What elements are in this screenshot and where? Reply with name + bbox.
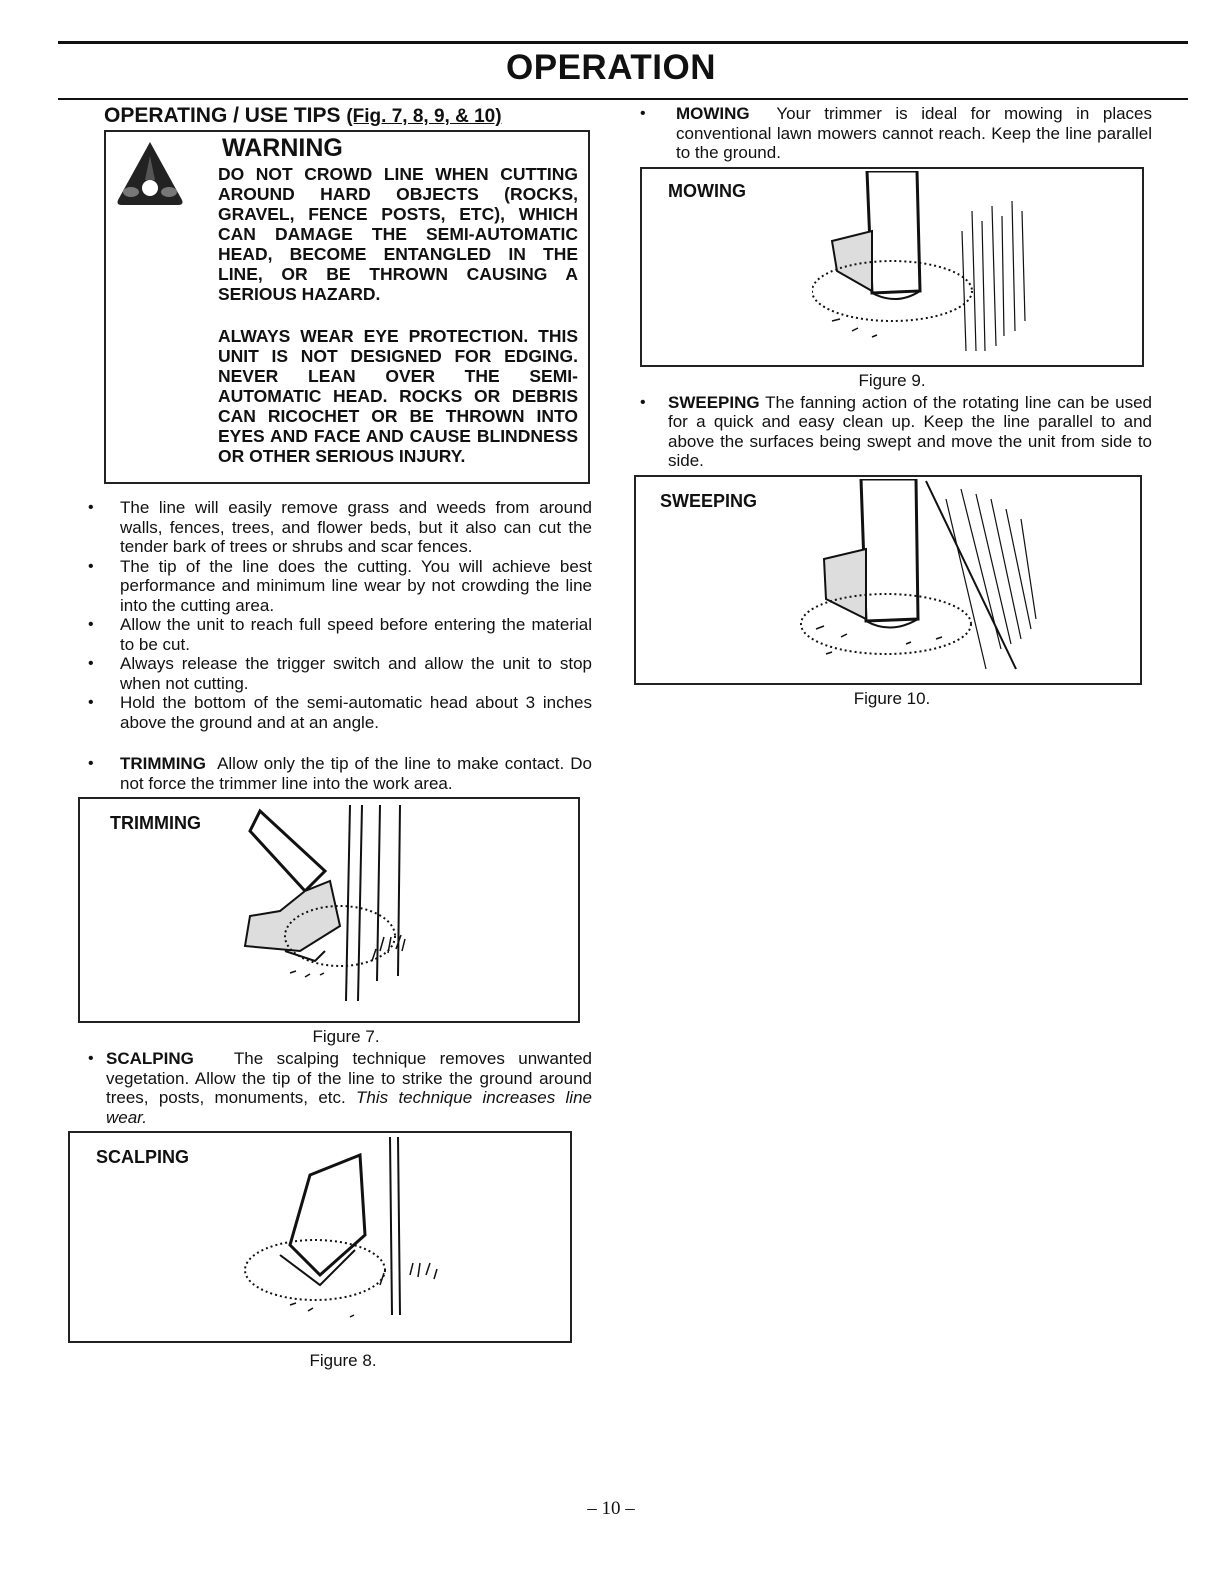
- warning-paragraph-1: DO NOT CROWD LINE WHEN CUTTING AROUND HARD OBJECTS (ROCKS, GRAVEL, FENCE POSTS, ETC), WHICH CAN DAMAGE THE SEMI-AUTOMATIC HEAD, BECOME ENTANGLED IN THE LINE, OR BE THROWN CAUSING A SERIOUS HAZARD.: [218, 164, 578, 304]
- list-item: • The line will easily remove grass and weeds from around walls, fences, trees, and flower beds, but it also can cut the tender bark of trees or shrubs and scar fences.: [80, 498, 592, 557]
- sweeping-keyword: SWEEPING: [668, 392, 760, 412]
- trimming-illustration: [230, 801, 470, 1019]
- figure-10-caption: Figure 10.: [853, 688, 931, 708]
- warning-box: [104, 130, 590, 484]
- right-column: [632, 104, 1152, 709]
- scalping-illustration: [220, 1135, 460, 1341]
- section-heading-text: OPERATING / USE TIPS: [104, 104, 341, 127]
- figure-9-mowing: [640, 167, 1144, 367]
- trimming-keyword: TRIMMING: [120, 754, 206, 773]
- figure-9-caption: Figure 9.: [858, 370, 926, 390]
- figure-label: SWEEPING: [660, 490, 758, 511]
- scalping-keyword: SCALPING: [106, 1049, 194, 1068]
- section-heading: [104, 104, 592, 128]
- sweeping-illustration: [786, 479, 1046, 683]
- title-underline: [58, 98, 1188, 100]
- tips-list: [80, 498, 592, 732]
- scalping-italic-note: This technique increases line wear.: [106, 1088, 592, 1127]
- list-item: • The tip of the line does the cutting. You will achieve best performance and minimum line wear by not crowding the line into the cutting area.: [80, 557, 592, 616]
- figure-label: SCALPING: [96, 1147, 190, 1167]
- figure-10-sweeping: [634, 475, 1142, 685]
- mowing-tip: [632, 104, 1152, 163]
- section-heading-figref: (Fig. 7, 8, 9, & 10): [346, 106, 502, 127]
- page-title: OPERATION: [506, 48, 716, 87]
- mowing-text: Your trimmer is ideal for mowing in places conventional lawn mowers cannot reach. Keep the line parallel to the ground.: [676, 104, 1153, 162]
- trimming-text: Allow only the tip of the line to make contact. Do not force the trimmer line into the work area.: [120, 754, 592, 793]
- trimming-tip: [80, 754, 592, 793]
- figure-7-trimming: [78, 797, 580, 1023]
- figure-8-caption: Figure 8.: [309, 1351, 377, 1370]
- sweeping-tip: [632, 393, 1152, 471]
- list-item: • Allow the unit to reach full speed before entering the material to be cut.: [80, 615, 592, 654]
- list-item: • Always release the trigger switch and allow the unit to stop when not cutting.: [80, 654, 592, 693]
- figure-label: MOWING: [668, 180, 746, 201]
- warning-paragraph-2: ALWAYS WEAR EYE PROTECTION. THIS UNIT IS NOT DESIGNED FOR EDGING. NEVER LEAN OVER THE SEMI-AUTOMATIC HEAD. ROCKS OR DEBRIS CAN RICOCHET OR BE THROWN INTO EYES AND FACE AND CAUSE BLINDNESS OR OTHER SERIOUS INJURY.: [218, 326, 578, 466]
- list-item: [632, 393, 1152, 471]
- figure-8-scalping: [68, 1131, 572, 1343]
- warning-title: WARNING: [222, 134, 343, 162]
- scalping-tip: [80, 1049, 592, 1127]
- list-item: [80, 1049, 592, 1127]
- figure-7-caption: Figure 7.: [312, 1027, 380, 1046]
- sweeping-text: The fanning action of the rotating line can be used for a quick and easy clean up. Keep the line parallel to and above the surfaces being swept and move the unit from side to side.: [668, 392, 1152, 470]
- list-item: [632, 104, 1152, 163]
- page-number: – 10 –: [587, 1498, 635, 1519]
- figure-label: TRIMMING: [110, 813, 201, 833]
- top-rule: [58, 41, 1188, 44]
- list-item: [80, 754, 592, 793]
- scalping-text: The scalping technique removes unwanted vegetation. Allow the tip of the line to strike the ground around trees, posts, monuments, etc.: [106, 1049, 592, 1107]
- mowing-keyword: MOWING: [676, 104, 750, 123]
- mowing-illustration: [812, 171, 1052, 365]
- list-item: • Hold the bottom of the semi-automatic head about 3 inches above the ground and at an angle.: [80, 693, 592, 732]
- left-column: [80, 104, 592, 1371]
- warning-triangle-icon: [114, 138, 186, 208]
